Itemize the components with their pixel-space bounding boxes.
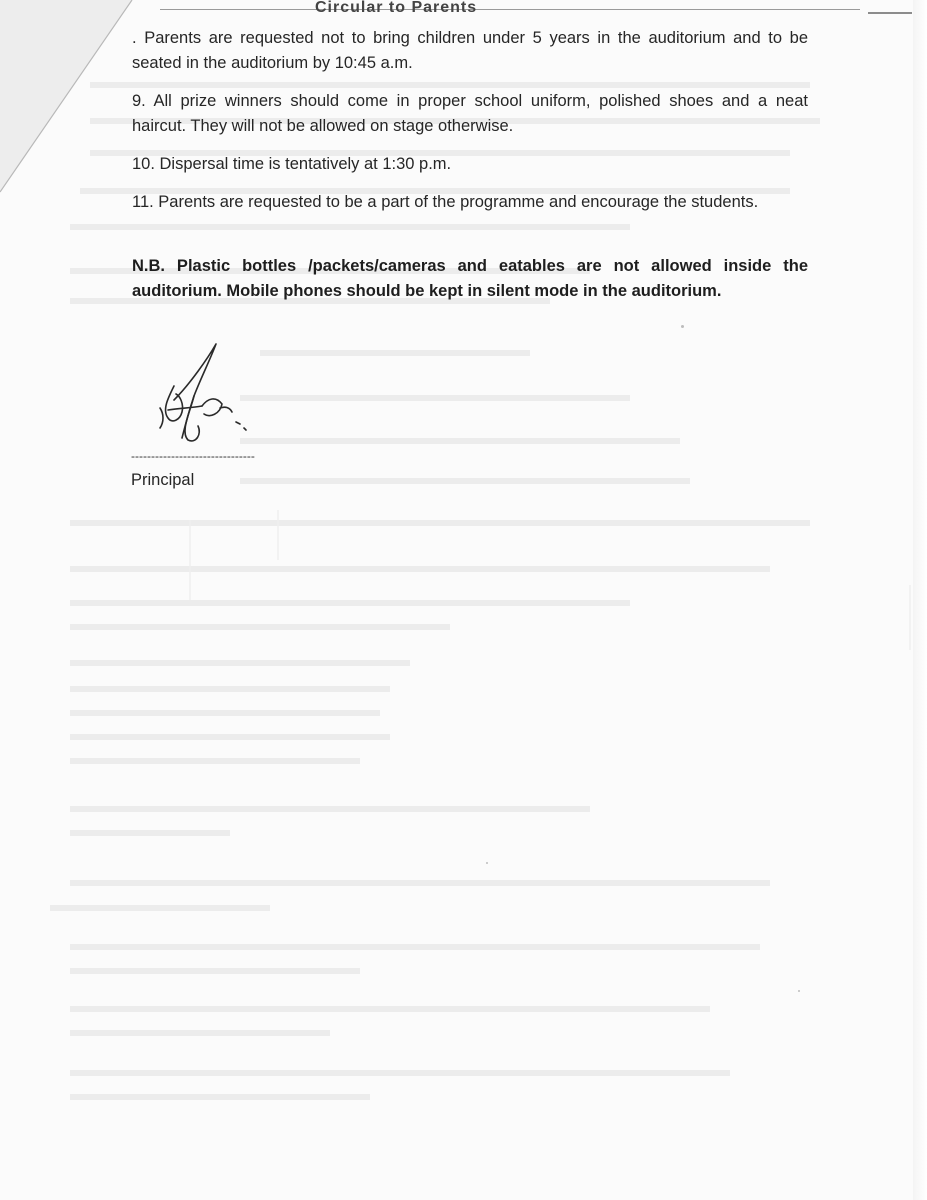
instruction-item-11: 11. Parents are requested to be a part of the programme and encourage the students. xyxy=(132,193,759,211)
scan-speck xyxy=(486,862,488,864)
instruction-item-9: 9. All prize winners should come in proper school uniform, polished shoes and a neat haircut. They will not be allowed on stage otherwise. xyxy=(132,92,808,135)
principal-signature xyxy=(150,338,260,448)
signature-line: ------------------------------- xyxy=(131,449,255,463)
nb-note: N.B. Plastic bottles /packets/cameras and eatables are not allowed inside the auditorium. Mobile phones should be kept in silent mode in the auditorium. xyxy=(132,257,808,300)
scan-speck xyxy=(681,325,684,328)
cut-off-header-title: Circular to Parents xyxy=(315,0,478,16)
signatory-title: Principal xyxy=(131,471,195,489)
instruction-item-10: 10. Dispersal time is tentatively at 1:30 p.m. xyxy=(132,155,452,173)
scan-speck xyxy=(798,990,800,992)
instruction-item-8: . Parents are requested not to bring children under 5 years in the auditorium and to be seated in the auditorium by 10:45 a.m. xyxy=(132,29,808,72)
